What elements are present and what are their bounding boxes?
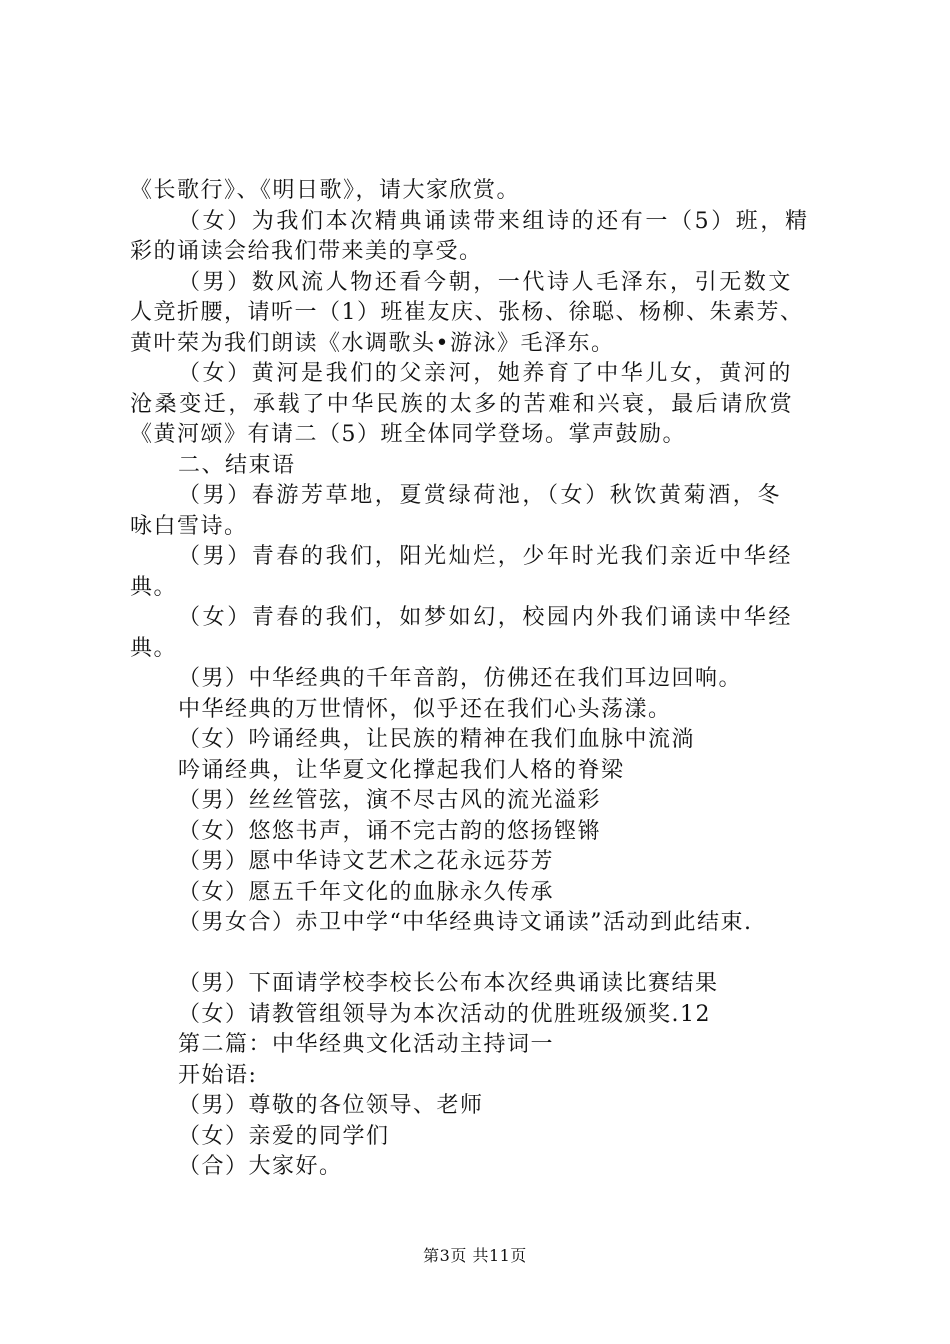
text-line: 人竞折腰，请听一（1）班崔友庆、张杨、徐聪、杨柳、朱素芳、 — [130, 300, 804, 325]
text-line: （男）尊敬的各位领导、老师 — [178, 1093, 484, 1118]
text-line: 黄叶荣为我们朗读《水调歌头•游泳》毛泽东。 — [130, 330, 615, 356]
text-line: （男）春游芳草地，夏赏绿荷池，（女）秋饮黄菊酒，冬 — [178, 483, 783, 508]
text-line: （男）青春的我们，阳光灿烂，少年时光我们亲近中华经 — [178, 544, 794, 569]
text-line: （男）愿中华诗文艺术之花永远芬芳 — [178, 849, 555, 874]
text-line: 沧桑变迁，承载了中华民族的太多的苦难和兴衰，最后请欣赏 — [130, 391, 795, 417]
text-line: 吟诵经典，让华夏文化撑起我们人格的脊梁 — [178, 757, 625, 783]
text-line: （女）亲爱的同学们 — [178, 1123, 390, 1149]
text-line: （男）数风流人物还看今朝，一代诗人毛泽东，引无数文 — [178, 269, 794, 295]
text-line: （女）请教管组领导为本次活动的优胜班级颁奖.12 — [178, 1001, 711, 1027]
text-line: （女）悠悠书声，诵不完古韵的悠扬铿锵 — [178, 818, 602, 844]
text-line: （女）黄河是我们的父亲河，她养育了中华儿女，黄河的 — [178, 361, 794, 386]
text-line: 开始语: — [178, 1062, 258, 1088]
text-line: 彩的诵读会给我们带来美的享受。 — [130, 239, 483, 264]
text-line: 二、结束语 — [178, 452, 296, 478]
text-line: 典。 — [130, 635, 178, 661]
text-line: 《长歌行》、《明日歌》，请大家欣赏。 — [130, 178, 521, 203]
text-line: （男）丝丝管弦，演不尽古风的流光溢彩 — [178, 788, 602, 813]
text-line: （女）青春的我们，如梦如幻，校园内外我们诵读中华经 — [178, 605, 794, 630]
text-line: 第二篇：中华经典文化活动主持词一 — [178, 1032, 555, 1057]
text-line: 中华经典的万世情怀，似乎还在我们心头荡漾。 — [178, 696, 672, 722]
text-line: 典。 — [130, 574, 178, 600]
text-line: （男）下面请学校李校长公布本次经典诵读比赛结果 — [178, 971, 719, 996]
text-line: （女）愿五千年文化的血脉永久传承 — [178, 879, 555, 905]
document-body — [130, 176, 840, 1183]
text-line: 《黄河颂》有请二（5）班全体同学登场。掌声鼓励。 — [130, 422, 686, 447]
text-line: （女）吟诵经典，让民族的精神在我们血脉中流淌 — [178, 727, 696, 752]
page-footer: 第3页 共11页 — [423, 1246, 527, 1265]
text-line: （女）为我们本次精典诵读带来组诗的还有一（5）班，精 — [178, 208, 810, 234]
text-line: 咏白雪诗。 — [130, 513, 248, 539]
blank-line — [130, 939, 840, 970]
text-line: （合）大家好。 — [178, 1154, 343, 1179]
text-line: （男女合）赤卫中学“中华经典诗文诵读”活动到此结束. — [178, 910, 753, 935]
text-line: （男）中华经典的千年音韵，仿佛还在我们耳边回响。 — [178, 666, 743, 691]
